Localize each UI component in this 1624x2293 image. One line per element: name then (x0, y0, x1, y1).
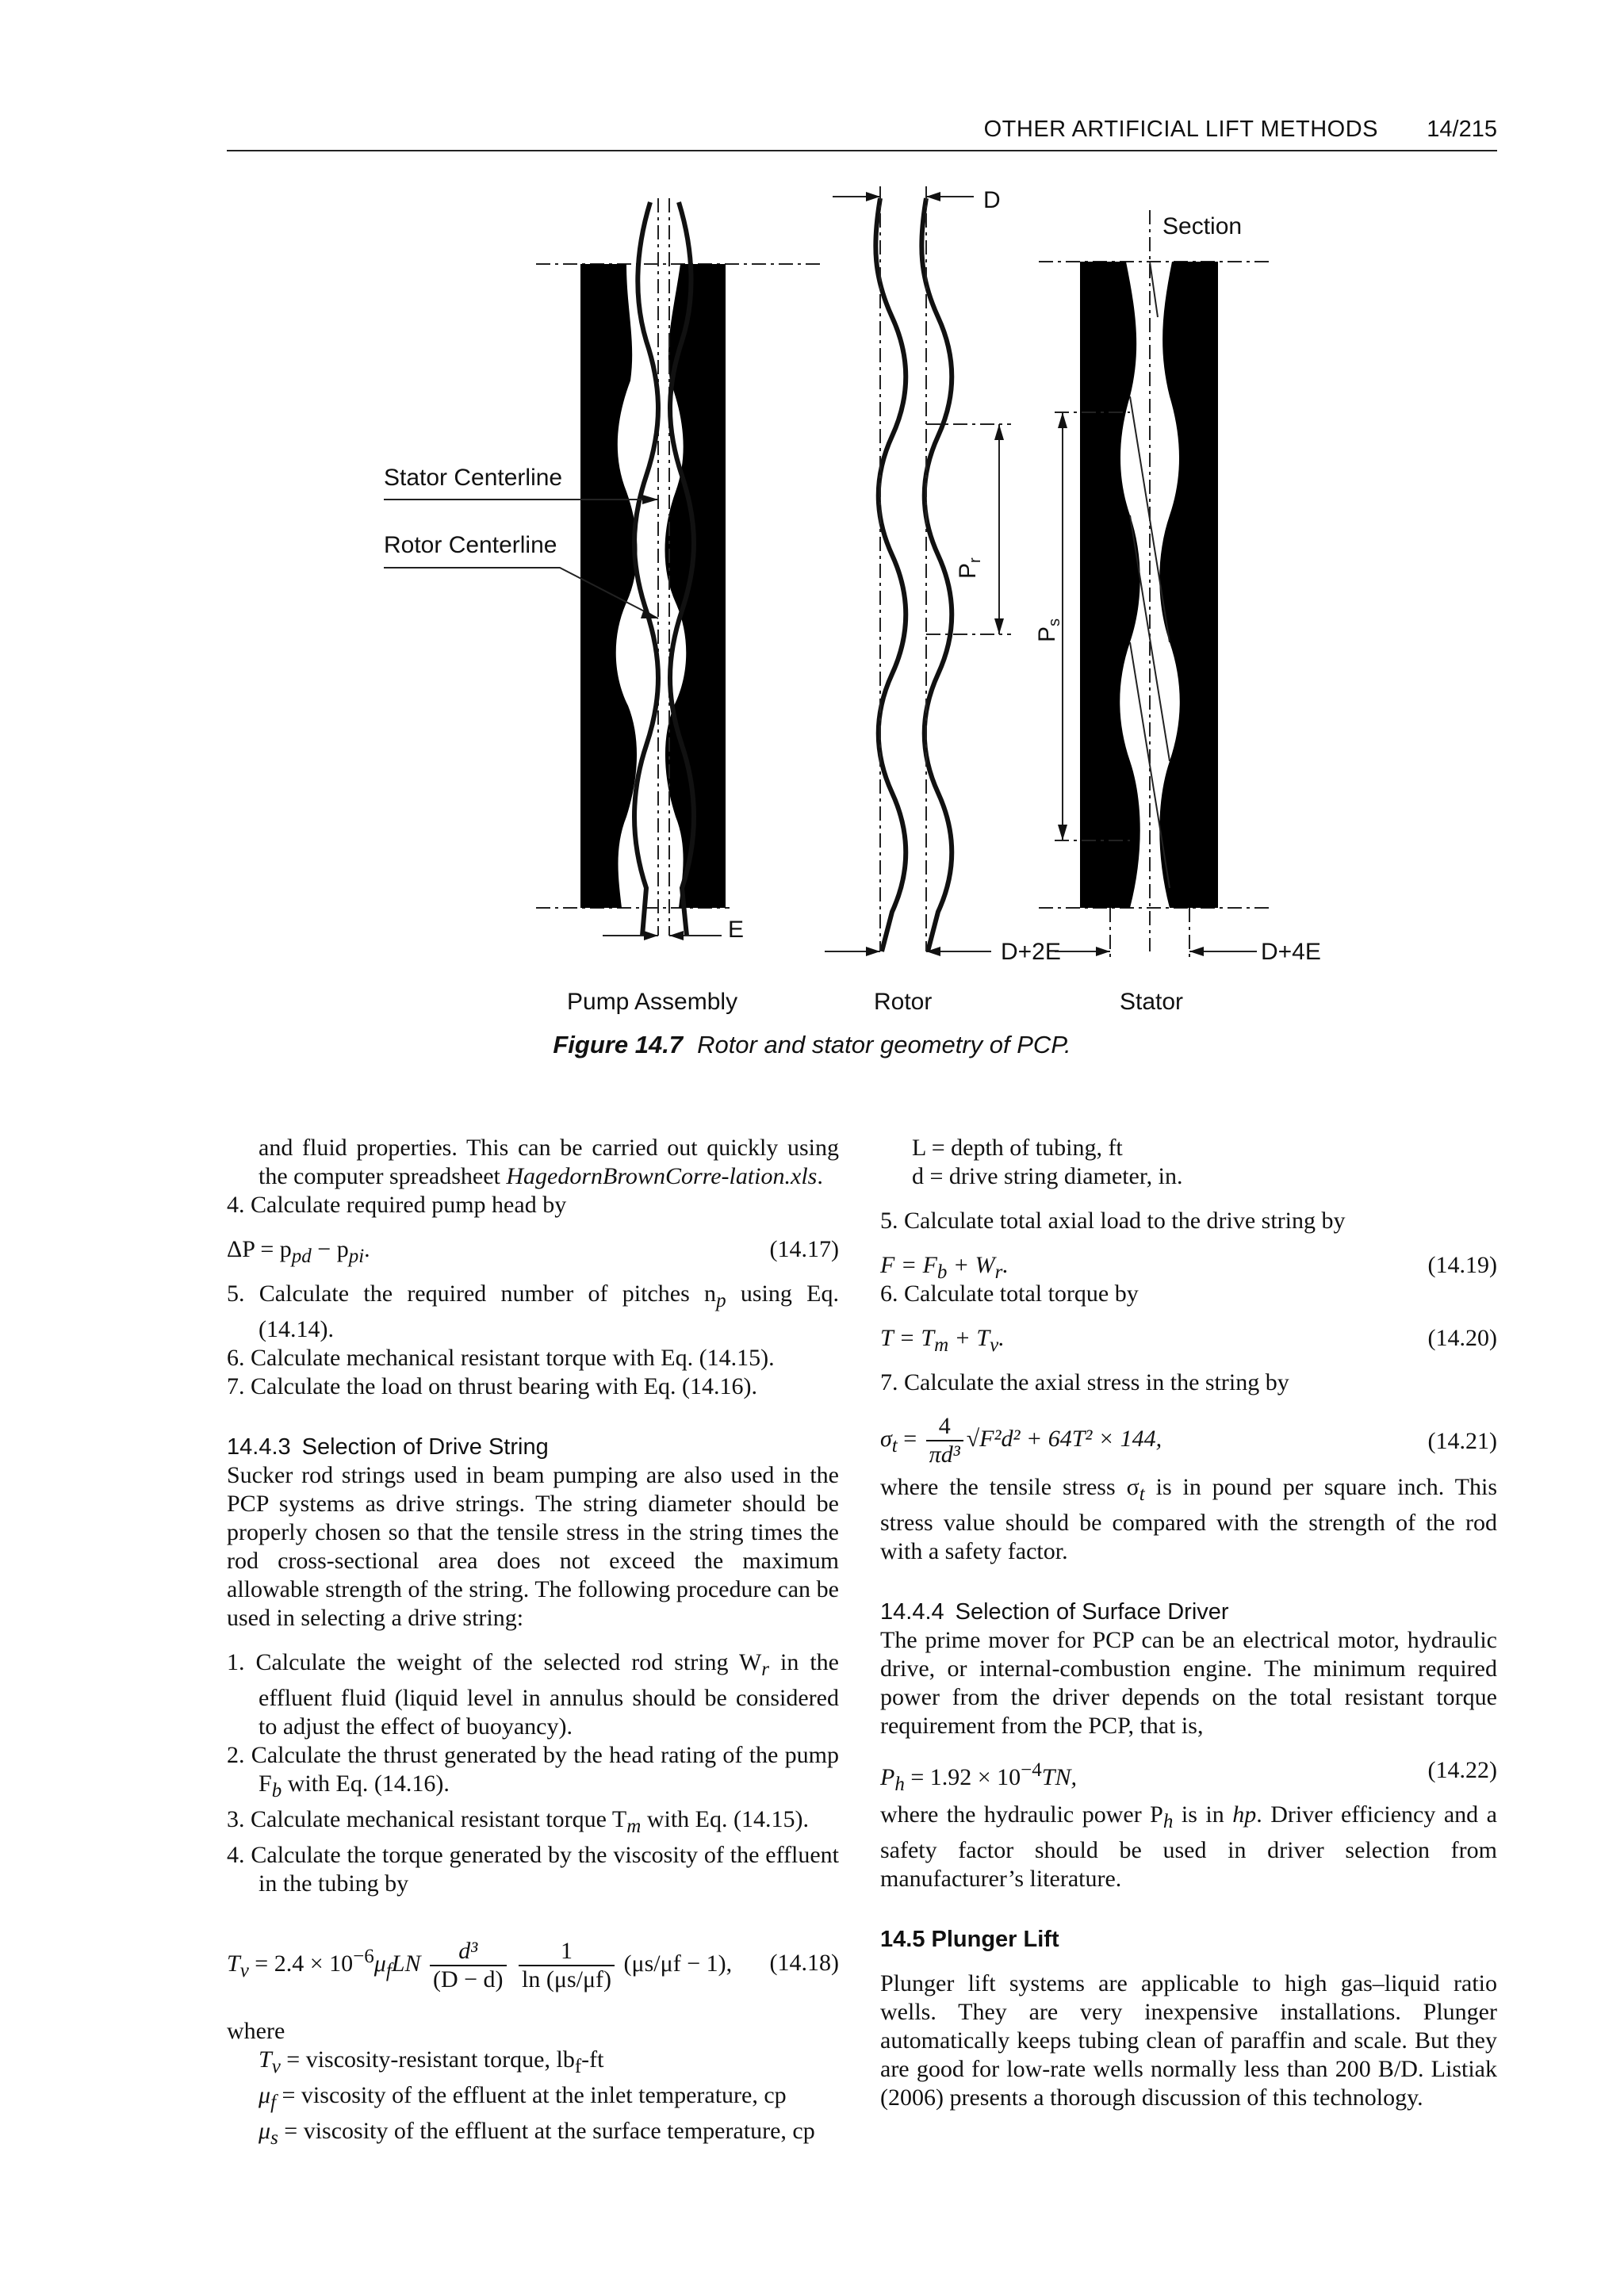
where-l: L = depth of tubing, ft (912, 1135, 1123, 1161)
left-column (227, 1134, 839, 2153)
label-e: E (728, 917, 745, 943)
equation-14-20: $T = T_m + T_v$. (14.20) (880, 1325, 1497, 1356)
label-d2e: D+2E (1001, 939, 1061, 965)
right-column (880, 1134, 1497, 2112)
label-stator: Stator (1120, 989, 1184, 1015)
figure-caption-number: Figure 14.7 (553, 1031, 684, 1058)
step-5-axial-load: 5. Calculate total axial load to the drive string by (880, 1208, 1346, 1234)
equation-14-21: $\sigma_t$ = $\frac{4}{\text{πd³}}$ √F²d² + 64T² × 144, (14.21) (880, 1413, 1497, 1468)
equation-14-22: $P_h = 1.92 \times 10^{-4}TN$, (14.22) (880, 1757, 1497, 1795)
figure-rotor-stator-geometry (0, 0, 1624, 1031)
where-muf: $\mu_f$ = viscosity of the effluent at the inlet temperature, cp (259, 2082, 787, 2113)
label-d: D (983, 187, 1001, 213)
drive-step-2: 2. Calculate the thrust generated by the head rating of the pump $F_b$ with Eq. (14.16). (227, 1742, 839, 1801)
running-head-title: OTHER ARTIFICIAL LIFT METHODS (983, 117, 1378, 142)
equation-number: (14.20) (1427, 1325, 1497, 1351)
label-pump-assembly: Pump Assembly (567, 989, 738, 1015)
svg-text:Ps: $P_s$ (1034, 618, 1063, 642)
step-7-axial-stress: 7. Calculate the axial stress in the string by (880, 1369, 1289, 1395)
equation-number: (14.18) (769, 1950, 839, 1976)
page-number: 14/215 (1427, 117, 1497, 142)
section-14-5-paragraph: Plunger lift systems are applicable to high gas–liquid ratio wells. They are very inexpensive installations. Plunger automatically keeps tubing clean of paraffin and scale. But they are good for low-rate wells normally less than 200 B/D. Listiak (2006) presents a thorough discussion of this technology. (880, 1970, 1497, 2111)
section-14-5-heading: 14.5 Plunger Lift (880, 1927, 1059, 1952)
label-ps (1034, 618, 1063, 642)
figure-caption-text: Rotor and stator geometry of PCP. (697, 1031, 1071, 1058)
label-pr (955, 557, 984, 579)
equation-14-18: $T_v = 2.4 \times 10^{-6}\mu_fLN$ $\frac{\text{d³}}{(D - d)}$ $\frac{1}{\ln (\mu s/\mu f)}$ (μs/μf − 1), (14.18) (227, 1938, 839, 1992)
equation-14-19: $F = F_b + W_r$. (14.19) (880, 1252, 1497, 1283)
power-paragraph: where the hydraulic power $P_h$ is in hp. Driver efficiency and a safety factor should be used in driver selection from manufacturer’s literature. (880, 1801, 1497, 1892)
pump-assembly-drawing (536, 198, 822, 940)
section-14-4-4-heading: 14.4.4 Selection of Surface Driver (880, 1599, 1229, 1625)
drive-step-4: 4. Calculate the torque generated by the viscosity of the effluent in the tubing by (227, 1842, 839, 1897)
where-d: d = drive string diameter, in. (912, 1163, 1183, 1189)
intro-paragraph: and fluid properties. This can be carried out quickly using the computer spreadsheet HagedornBrownCorre-lation.xls. (259, 1135, 839, 1189)
pump-stator-left-wall (580, 264, 638, 908)
stator-left-wall (1080, 262, 1140, 908)
section-14-4-4-paragraph: The prime mover for PCP can be an electrical motor, hydraulic drive, or internal-combustion engine. The minimum required power from the driver depends on the total resistant torque requirement from the PCP, that is, (880, 1627, 1497, 1739)
label-stator-centerline: Stator Centerline (384, 465, 563, 491)
equation-14-17: $\Delta P = p_{pd} - p_{pi}$. (14.17) (227, 1236, 839, 1267)
equation-number: (14.17) (769, 1236, 839, 1262)
step-6-torque: 6. Calculate mechanical resistant torque with Eq. (14.15). (227, 1345, 775, 1371)
drive-step-3: 3. Calculate mechanical resistant torque $T_m$ with Eq. (14.15). (227, 1806, 809, 1837)
section-14-4-3-heading: 14.4.3 Selection of Drive String (227, 1434, 549, 1460)
label-section: Section (1162, 213, 1243, 239)
label-d4e: D+4E (1261, 939, 1321, 965)
drive-step-1: 1. Calculate the weight of the selected rod string $W_r$ in the effluent fluid (liquid level in annulus should be considered to adjust the effect of buoyancy). (227, 1649, 839, 1740)
svg-text:Pr: $P_r$ (955, 557, 984, 579)
step-7-thrust: 7. Calculate the load on thrust bearing with Eq. (14.16). (227, 1373, 758, 1399)
rotor-drawing (825, 186, 1011, 956)
where-label: where (227, 2018, 285, 2044)
equation-number: (14.22) (1427, 1757, 1497, 1783)
step-4-pump-head: 4. Calculate required pump head by (227, 1192, 567, 1218)
stator-drawing (1039, 210, 1270, 959)
stress-paragraph: where the tensile stress $\sigma_t$ is in pound per square inch. This stress value should be compared with the strength of the rod with a safety factor. (880, 1474, 1497, 1564)
label-rotor: Rotor (874, 989, 933, 1015)
equation-number: (14.21) (1427, 1428, 1497, 1454)
where-mus: $\mu_s$ = viscosity of the effluent at the surface temperature, cp (259, 2118, 815, 2149)
where-tv: $T_v$ = viscosity-resistant torque, $lb_f-ft$ (259, 2046, 604, 2077)
stator-right-wall (1159, 262, 1218, 908)
step-5-pitches: 5. Calculate the required number of pitches $n_p$ using Eq. (14.14). (227, 1280, 839, 1342)
step-6-total-torque: 6. Calculate total torque by (880, 1280, 1139, 1307)
figure-caption (0, 1031, 1624, 1059)
section-14-4-3-paragraph: Sucker rod strings used in beam pumping are also used in the PCP systems as drive strings. The string diameter should be properly chosen so that the tensile stress in the string times the rod cross-sectional area does not exceed the maximum allowable strength of the string. The following procedure can be used in selecting a drive string: (227, 1462, 839, 1631)
equation-number: (14.19) (1427, 1252, 1497, 1278)
label-rotor-centerline: Rotor Centerline (384, 532, 557, 558)
